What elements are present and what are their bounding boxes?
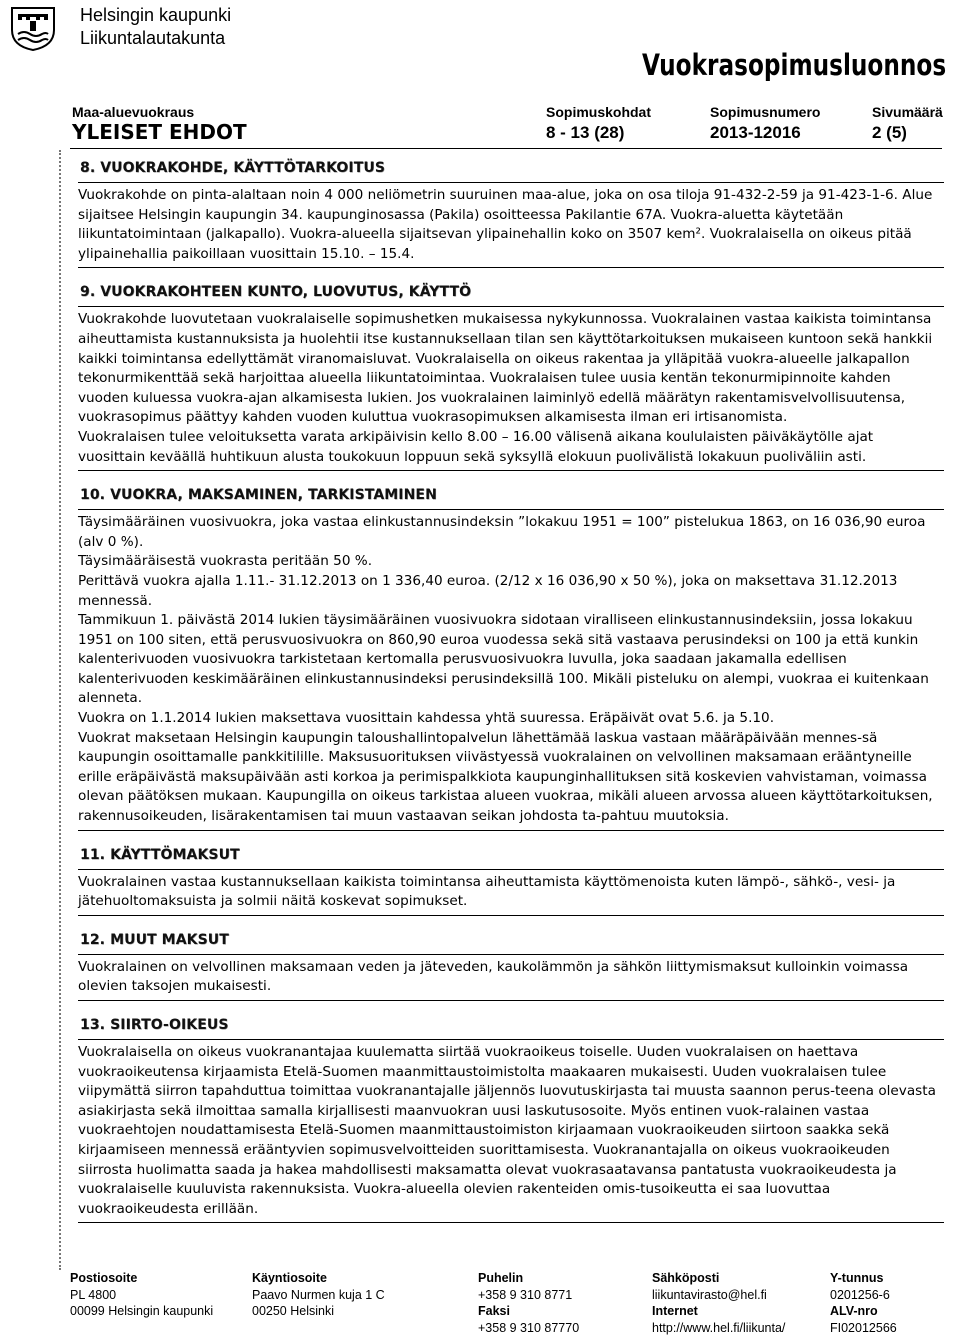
footer-postal (70, 1270, 213, 1320)
paragraph: Vuokrat maksetaan Helsingin kaupungin taloushallintopalvelun lähettämää laskua vastaan määräpäivään mennes-sä kaupungin osoittamalle pankkitilille. Maksusuorituksen viivästyessä vuokralainen on velvollinen maksamaan erääntyneille erille eräpäivästä maksupäivään asti korkoa ja perimispalkkiota kaupunginhallituksen sitä koskevien vahvistaman, voimassa olevan päätöksen mukaan. Kaupungilla on oikeus tarkistaa alueen vuokraa, mikäli alueen arvossa alueen käyttötarkoituksen, rakennusoikeuden, lisärakentamisen tai muun vastaavan seikan johdosta ta-pahtuu muutoksia. (78, 729, 944, 827)
header-category (72, 104, 247, 144)
section-body (78, 182, 944, 268)
footer-label: Y-tunnus (830, 1270, 897, 1287)
footer-line: 0201256-6 (830, 1287, 897, 1304)
section-13 (78, 1017, 944, 1223)
sites-label: Sopimuskohdat (546, 104, 651, 120)
footer-label: Puhelin (478, 1270, 579, 1287)
header-number (710, 104, 820, 143)
document-title: Vuokrasopimusluonnos (642, 48, 946, 82)
footer-line: +358 9 310 87770 (478, 1320, 579, 1336)
paragraph: Täysimääräisestä vuokrasta peritään 50 %. (78, 552, 944, 572)
paragraph: Vuokralainen on velvollinen maksamaan veden ja jäteveden, kaukolämmön ja sähkön liittymismaksut kulloinkin voimassa olevien taksojen mukaisesti. (78, 958, 944, 997)
footer-line: 00099 Helsingin kaupunki (70, 1303, 213, 1320)
main-title: YLEISET EHDOT (72, 120, 247, 144)
category-label: Maa-aluevuokraus (72, 104, 247, 120)
section-11 (78, 847, 944, 916)
number-value: 2013-12016 (710, 123, 820, 143)
footer-label: ALV-nro (830, 1303, 897, 1320)
section-body (78, 306, 944, 471)
paragraph: Vuokrakohde luovutetaan vuokralaiselle sopimushetken mukaisessa nykykunnossa. Vuokralainen vastaa kaikista toimintansa aiheuttamista kustannuksista ja huolehtii itse kustannuksellaan tilan sen käyttötarkoituksen mukaiseen kuntoon sekä hankkii kaikki toimintansa edellyttämät viranomaisluvat. Vuokralaisella on oikeus rakentaa ja ylläpitää vuokra-alueelle jalkapallon tekonurmikenttää sekä harjoittaa alueella liikuntatoimintaa. Vuokralaisen tulee uusia kentän tekonurmipinnoite kahden vuoden kuluessa vuokra-ajan alkamisesta lukien. Jos vuokralainen laiminlyö edellä määrätyn rakentamisvelvollisuutensa, vuokrasopimus päättyy kahden vuoden kuluttua vuokrasopimuksen alkamisesta ilman eri irtisanomista. (78, 310, 944, 428)
number-label: Sopimusnumero (710, 104, 820, 120)
section-body (78, 869, 944, 916)
section-body (78, 1039, 944, 1223)
paragraph: Tammikuun 1. päivästä 2014 lukien täysimääräinen vuosivuokra sidotaan viralliseen elinkustannusindeksiin, jossa lokakuu 1951 on 100 siten, että perusvuosivuokra on 860,90 euroa vuodessa sekä sitä vastaava perusindeksi on 100 ja että kunkin kalenterivuoden vuosivuokra tarkistetaan kertomalla perusvuosivuokra luvulla, joka saadaan jakamalla edellisen kalenterivuoden keskimääräinen elinkustannusindeksi perusindeksillä 100. Mikäli pisteluku on alempi, vuokraa ei kuitenkaan alenneta. (78, 611, 944, 709)
section-heading: 10. VUOKRA, MAKSAMINEN, TARKISTAMINEN (80, 487, 944, 503)
helsinki-crest-icon (4, 4, 62, 52)
paragraph: Vuokralaisen tulee veloituksetta varata arkipäivisin kello 8.00 – 16.00 välisenä aikana koululaisten päiväkäytölle ajat vuosittain keväällä huhtikuun alusta toukokuun loppuun sekä syksyllä elokuun puolivälistä lokakuun puoliväliin asti. (78, 428, 944, 467)
organization-name (80, 4, 231, 50)
page-footer (70, 1270, 950, 1330)
email-link[interactable]: liikuntavirasto@hel.fi (652, 1287, 785, 1304)
website-link[interactable]: http://www.hel.fi/liikunta/ (652, 1320, 785, 1336)
footer-label: Käyntiosoite (252, 1270, 385, 1287)
org-line-1: Helsingin kaupunki (80, 4, 231, 27)
footer-line: FI02012566 (830, 1320, 897, 1336)
sites-value: 8 - 13 (28) (546, 123, 651, 143)
footer-label: Postiosoite (70, 1270, 213, 1287)
section-body (78, 954, 944, 1001)
paragraph: Vuokra on 1.1.2014 lukien maksettava vuosittain kahdessa yhtä suuressa. Eräpäivät ovat 5.6. ja 5.10. (78, 709, 944, 729)
footer-line: Paavo Nurmen kuja 1 C (252, 1287, 385, 1304)
section-10 (78, 487, 944, 831)
paragraph: Vuokralainen vastaa kustannuksellaan kaikista toimintansa aiheuttamista käyttömenoista kuten lämpö-, sähkö-, vesi- ja jätehuoltomaksuista ja solmii näitä koskevat sopimukset. (78, 873, 944, 912)
footer-ids (830, 1270, 897, 1336)
footer-phone (478, 1270, 579, 1336)
footer-label: Sähköposti (652, 1270, 785, 1287)
pages-value: 2 (5) (872, 123, 943, 143)
footer-visit (252, 1270, 385, 1320)
header-pages (872, 104, 943, 143)
footer-line: 00250 Helsinki (252, 1303, 385, 1320)
paragraph: Vuokrakohde on pinta-alaltaan noin 4 000 neliömetrin suuruinen maa-alue, joka on osa tiloja 91-432-2-59 ja 91-423-1-6. Alue sijaitsee Helsingin kaupungin 34. kaupunginosassa (Pakila) osoitteessa Pakilantie 67A. Vuokra-aluetta käytetään liikuntatoimintaan (jalkapallo). Vuokra-alueella sijaitsevan ylipainehallin koko on 3507 kem². Vuokralaisella on oikeus pitää ylipainehallia paikoillaan vuosittain 15.10. – 15.4. (78, 186, 944, 264)
footer-label: Internet (652, 1303, 785, 1320)
footer-label: Faksi (478, 1303, 579, 1320)
section-12 (78, 932, 944, 1001)
footer-email (652, 1270, 785, 1336)
section-9 (78, 284, 944, 471)
footer-line: PL 4800 (70, 1287, 213, 1304)
footer-line: +358 9 310 8771 (478, 1287, 579, 1304)
paragraph: Perittävä vuokra ajalla 1.11.- 31.12.2013 on 1 336,40 euroa. (2/12 x 16 036,90 x 50 %), joka on maksettava 31.12.2013 mennessä. (78, 572, 944, 611)
document-body (78, 160, 944, 1239)
margin-marker (59, 150, 61, 1270)
org-line-2: Liikuntalautakunta (80, 27, 231, 50)
section-body (78, 509, 944, 831)
pages-label: Sivumäärä (872, 104, 943, 120)
section-heading: 11. KÄYTTÖMAKSUT (80, 847, 944, 863)
section-heading: 8. VUOKRAKOHDE, KÄYTTÖTARKOITUS (80, 160, 944, 176)
header-sites (546, 104, 651, 143)
paragraph: Täysimääräinen vuosivuokra, joka vastaa elinkustannusindeksin ”lokakuu 1951 = 100” pistelukua 1863, on 16 036,90 euroa (alv 0 %). (78, 513, 944, 552)
section-8 (78, 160, 944, 268)
header-divider (70, 148, 942, 149)
section-heading: 9. VUOKRAKOHTEEN KUNTO, LUOVUTUS, KÄYTTÖ (80, 284, 944, 300)
section-heading: 12. MUUT MAKSUT (80, 932, 944, 948)
section-heading: 13. SIIRTO-OIKEUS (80, 1017, 944, 1033)
paragraph: Vuokralaisella on oikeus vuokranantajaa kuulematta siirtää vuokraoikeus toiselle. Uuden vuokralaisen on haettava vuokraoikeutensa kirjaamista Etelä-Suomen maanmittaustoimistolta maakaaren mukaisesti. Uuden vuokralaisen tulee viipymättä siirron tapahduttua toimittaa vuokranantajalle jäljennös luovutuskirjasta tai muusta saannon perus-teena olevasta asiakirjasta sekä ilmoittaa samalla kirjallisesti maanvuokran uusi laskutusosoite. Myös entinen vuok-ralainen vastaa vuokraehtojen noudattamisesta Etelä-Suomen maanmittaustoimiston kirjaamaan vuokraoikeuden siirtoon saakka sekä kirjaamiseen mennessä erääntyvien sopimusvelvoitteiden suorittamisesta. Vuokranantajalla on oikeus vuokraoikeuden siirrosta huolimatta saada ja hakea mahdollisesti maksamatta olevat vuokrasaatavansa pantatusta vuokraoikeudesta ja vuokralaiselle kuuluvista rakennuksista. Vuokra-alueella olevien rakenteiden omis-tusoikeutta ei saa luovuttaa vuokraoikeudesta erillään. (78, 1043, 944, 1219)
